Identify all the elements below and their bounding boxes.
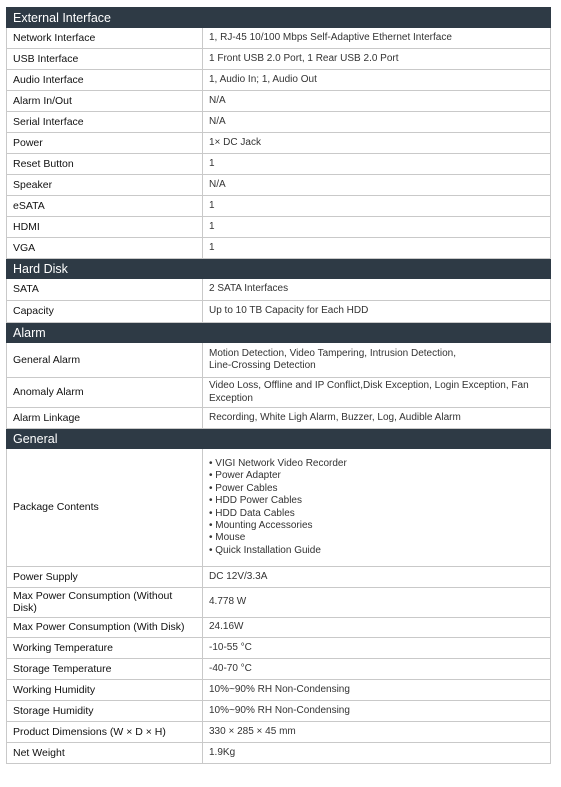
spec-label: Storage Humidity bbox=[7, 700, 203, 721]
spec-value-line: 1 bbox=[209, 157, 215, 169]
spec-row-network-interface bbox=[7, 28, 551, 49]
spec-value bbox=[203, 175, 551, 196]
spec-value bbox=[203, 238, 551, 259]
spec-row-working-humidity bbox=[7, 679, 551, 700]
spec-label: Power bbox=[7, 133, 203, 154]
spec-label: Alarm Linkage bbox=[7, 408, 203, 429]
spec-label: Max Power Consumption (Without Disk) bbox=[7, 588, 203, 618]
spec-value bbox=[203, 567, 551, 588]
spec-value bbox=[203, 588, 551, 618]
spec-label: Audio Interface bbox=[7, 70, 203, 91]
section-title: External Interface bbox=[7, 8, 551, 28]
spec-row-vga bbox=[7, 238, 551, 259]
spec-label: HDMI bbox=[7, 217, 203, 238]
spec-label: Capacity bbox=[7, 301, 203, 323]
spec-row-storage-temperature bbox=[7, 658, 551, 679]
spec-value bbox=[203, 196, 551, 217]
spec-value bbox=[203, 112, 551, 133]
section-header-external-interface bbox=[7, 8, 551, 28]
spec-value-line: Video Loss, Offline and IP Conflict,Disk Exception, Login Exception, Fan bbox=[209, 380, 529, 392]
spec-row-audio-interface bbox=[7, 70, 551, 91]
spec-row-serial-interface bbox=[7, 112, 551, 133]
spec-value-line: • HDD Data Cables bbox=[209, 507, 295, 519]
spec-value-line: 1.9Kg bbox=[209, 746, 236, 758]
spec-label: Alarm In/Out bbox=[7, 91, 203, 112]
spec-value bbox=[203, 343, 551, 378]
spec-label: Storage Temperature bbox=[7, 658, 203, 679]
spec-row-max-power-consumption-with-disk bbox=[7, 617, 551, 637]
spec-row-net-weight bbox=[7, 742, 551, 763]
spec-value-line: N/A bbox=[209, 115, 226, 127]
spec-value-line: 4.778 W bbox=[209, 596, 247, 608]
spec-value-line: • Mouse bbox=[209, 532, 246, 544]
spec-row-alarm-in-out bbox=[7, 91, 551, 112]
section-header-general bbox=[7, 429, 551, 449]
spec-value bbox=[203, 378, 551, 408]
spec-value bbox=[203, 217, 551, 238]
spec-row-usb-interface bbox=[7, 49, 551, 70]
spec-label: VGA bbox=[7, 238, 203, 259]
spec-label: Network Interface bbox=[7, 28, 203, 49]
spec-table bbox=[6, 7, 551, 764]
spec-value-line: 1× DC Jack bbox=[209, 136, 261, 148]
spec-label: Serial Interface bbox=[7, 112, 203, 133]
spec-value bbox=[203, 617, 551, 637]
spec-value-line: Line-Crossing Detection bbox=[209, 360, 316, 371]
spec-value-line: 1 Front USB 2.0 Port, 1 Rear USB 2.0 Port bbox=[209, 52, 399, 64]
spec-value-line: 1 bbox=[209, 241, 215, 253]
spec-value-line: • Quick Installation Guide bbox=[209, 544, 321, 556]
spec-value bbox=[203, 700, 551, 721]
spec-row-esata bbox=[7, 196, 551, 217]
spec-row-storage-humidity bbox=[7, 700, 551, 721]
spec-value-line: Up to 10 TB Capacity for Each HDD bbox=[209, 305, 369, 317]
spec-label: General Alarm bbox=[7, 343, 203, 378]
spec-row-sata bbox=[7, 279, 551, 301]
spec-label: eSATA bbox=[7, 196, 203, 217]
section-header-hard-disk bbox=[7, 259, 551, 279]
spec-value bbox=[203, 70, 551, 91]
spec-value-line: -10-55 °C bbox=[209, 641, 252, 653]
spec-row-anomaly-alarm bbox=[7, 378, 551, 408]
spec-row-speaker bbox=[7, 175, 551, 196]
spec-value-line: N/A bbox=[209, 178, 226, 190]
spec-row-hdmi bbox=[7, 217, 551, 238]
spec-value bbox=[203, 91, 551, 112]
spec-value-line: Motion Detection, Video Tampering, Intrusion Detection, bbox=[209, 347, 456, 359]
spec-value bbox=[203, 658, 551, 679]
spec-row-alarm-linkage bbox=[7, 408, 551, 429]
spec-value-line: Recording, White Ligh Alarm, Buzzer, Log, Audible Alarm bbox=[209, 411, 461, 423]
spec-value bbox=[203, 408, 551, 429]
spec-label: Max Power Consumption (With Disk) bbox=[7, 617, 203, 637]
spec-value bbox=[203, 449, 551, 567]
spec-value bbox=[203, 742, 551, 763]
spec-label: Anomaly Alarm bbox=[7, 378, 203, 408]
spec-value-line: 1 bbox=[209, 199, 215, 211]
spec-row-general-alarm bbox=[7, 343, 551, 378]
spec-value-line: DC 12V/3.3A bbox=[209, 570, 268, 582]
spec-value bbox=[203, 721, 551, 742]
spec-label: Working Temperature bbox=[7, 637, 203, 658]
spec-label: SATA bbox=[7, 279, 203, 301]
spec-label: Speaker bbox=[7, 175, 203, 196]
spec-row-working-temperature bbox=[7, 637, 551, 658]
spec-label: USB Interface bbox=[7, 49, 203, 70]
spec-value bbox=[203, 133, 551, 154]
spec-label: Reset Button bbox=[7, 154, 203, 175]
spec-value-line: • Mounting Accessories bbox=[209, 519, 313, 531]
spec-value-line: 330 × 285 × 45 mm bbox=[209, 725, 296, 737]
spec-value bbox=[203, 49, 551, 70]
section-header-alarm bbox=[7, 323, 551, 343]
spec-value-line: • VIGI Network Video Recorder bbox=[209, 457, 347, 469]
spec-value-line: 1, Audio In; 1, Audio Out bbox=[209, 73, 317, 85]
spec-label: Net Weight bbox=[7, 742, 203, 763]
spec-label: Package Contents bbox=[7, 449, 203, 567]
spec-value-line: 10%~90% RH Non-Condensing bbox=[209, 704, 350, 716]
spec-value-line: 2 SATA Interfaces bbox=[209, 283, 289, 295]
spec-row-power bbox=[7, 133, 551, 154]
spec-row-power-supply bbox=[7, 567, 551, 588]
spec-value bbox=[203, 301, 551, 323]
spec-value-line: 1 bbox=[209, 220, 215, 232]
spec-row-package-contents bbox=[7, 449, 551, 567]
spec-value bbox=[203, 637, 551, 658]
spec-value-line: N/A bbox=[209, 94, 226, 106]
spec-value-line: 24.16W bbox=[209, 621, 244, 633]
spec-value-line: • HDD Power Cables bbox=[209, 495, 302, 507]
spec-table-body bbox=[7, 8, 551, 764]
section-title: Hard Disk bbox=[7, 259, 551, 279]
spec-label: Working Humidity bbox=[7, 679, 203, 700]
spec-row-reset-button bbox=[7, 154, 551, 175]
spec-value bbox=[203, 279, 551, 301]
spec-value-line: Exception bbox=[209, 392, 253, 404]
spec-label: Power Supply bbox=[7, 567, 203, 588]
spec-value bbox=[203, 154, 551, 175]
spec-value bbox=[203, 679, 551, 700]
spec-value-line: • Power Cables bbox=[209, 482, 278, 494]
spec-row-product-dimensions-w-d-h bbox=[7, 721, 551, 742]
spec-row-max-power-consumption-without-disk bbox=[7, 588, 551, 618]
spec-value-line: 10%~90% RH Non-Condensing bbox=[209, 683, 350, 695]
section-title: General bbox=[7, 429, 551, 449]
spec-value-line: 1, RJ-45 10/100 Mbps Self-Adaptive Ethernet Interface bbox=[209, 31, 452, 43]
spec-value bbox=[203, 28, 551, 49]
spec-row-capacity bbox=[7, 301, 551, 323]
spec-value-line: -40-70 °C bbox=[209, 662, 252, 674]
spec-label: Product Dimensions (W × D × H) bbox=[7, 721, 203, 742]
section-title: Alarm bbox=[7, 323, 551, 343]
spec-value-line: • Power Adapter bbox=[209, 470, 281, 482]
